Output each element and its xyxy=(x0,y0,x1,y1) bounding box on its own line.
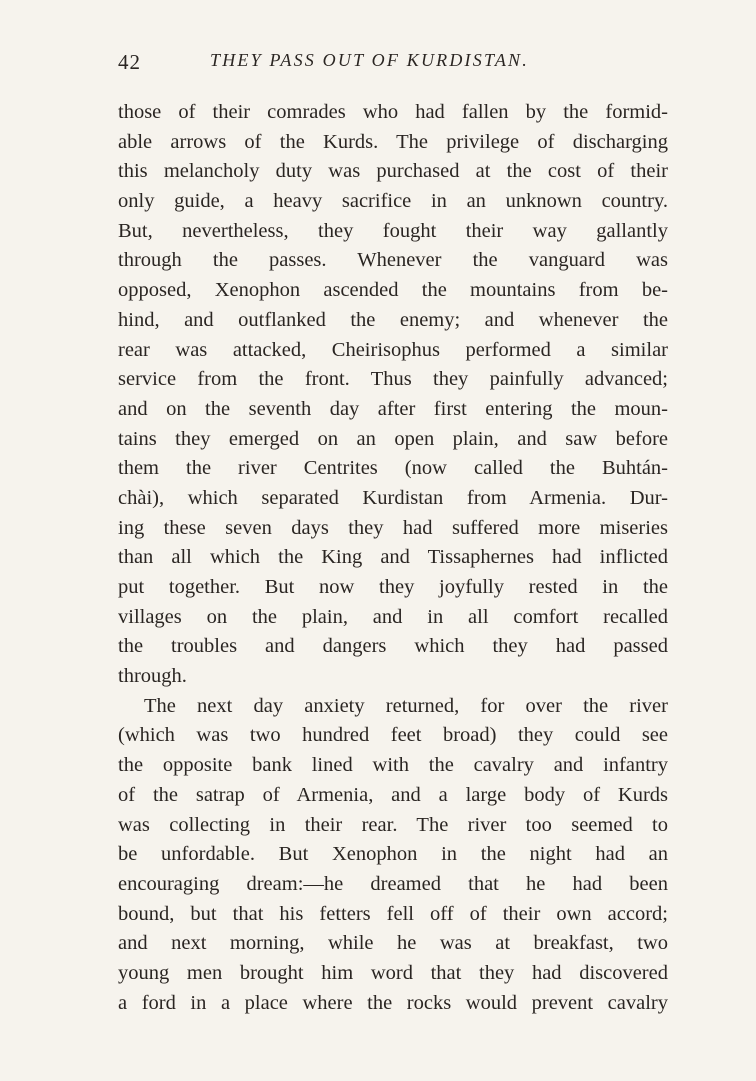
text-line: the troubles and dangers which they had passed xyxy=(118,635,668,658)
text-line: encouraging dream:—he dreamed that he had been xyxy=(118,872,668,895)
text-line: hind, and outflanked the enemy; and whenever the xyxy=(118,308,668,331)
text-line: and next morning, while he was at breakfast, two xyxy=(118,932,668,955)
text-line: young men brought him word that they had discovered xyxy=(118,961,668,984)
page-number: 42 xyxy=(118,50,141,74)
paragraph-end-line: through. xyxy=(118,665,187,688)
text-line: able arrows of the Kurds. The privilege of discharging xyxy=(118,130,668,153)
text-line: ing these seven days they had suffered more miseries xyxy=(118,516,668,539)
text-line: villages on the plain, and in all comfort recalled xyxy=(118,605,668,628)
text-line: them the river Centrites (now called the Buhtán- xyxy=(118,457,668,480)
body-text xyxy=(118,98,668,1018)
running-head xyxy=(118,50,668,80)
text-line: tains they emerged on an open plain, and saw before xyxy=(118,427,668,450)
text-line: through the passes. Whenever the vanguard was xyxy=(118,249,668,272)
text-line: be unfordable. But Xenophon in the night had an xyxy=(118,843,668,866)
text-line: bound, but that his fetters fell off of their own accord; xyxy=(118,902,668,925)
text-line: rear was attacked, Cheirisophus performed a similar xyxy=(118,338,668,361)
paragraph-start-line: The next day anxiety returned, for over the river xyxy=(144,694,668,717)
running-title: THEY PASS OUT OF KURDISTAN. xyxy=(210,50,529,70)
text-line: service from the front. Thus they painfully advanced; xyxy=(118,368,668,391)
text-line: this melancholy duty was purchased at the cost of their xyxy=(118,160,668,183)
text-line: opposed, Xenophon ascended the mountains from be- xyxy=(118,279,668,302)
text-line: a ford in a place where the rocks would prevent cavalry xyxy=(118,991,668,1014)
text-line: the opposite bank lined with the cavalry and infantry xyxy=(118,754,668,777)
text-line: put together. But now they joyfully rested in the xyxy=(118,576,668,598)
text-line: But, nevertheless, they fought their way gallantly xyxy=(118,219,668,242)
text-line: of the satrap of Armenia, and a large body of Kurds xyxy=(118,783,668,806)
text-line: and on the seventh day after first entering the moun- xyxy=(118,397,668,420)
text-line: was collecting in their rear. The river too seemed to xyxy=(118,813,668,836)
text-line: chài), which separated Kurdistan from Armenia. Dur- xyxy=(118,486,668,509)
text-line: only guide, a heavy sacrifice in an unknown country. xyxy=(118,190,668,213)
text-line: than all which the King and Tissaphernes had inflicted xyxy=(118,546,668,569)
text-line: (which was two hundred feet broad) they could see xyxy=(118,724,668,747)
text-line: those of their comrades who had fallen by the formid- xyxy=(118,101,668,123)
